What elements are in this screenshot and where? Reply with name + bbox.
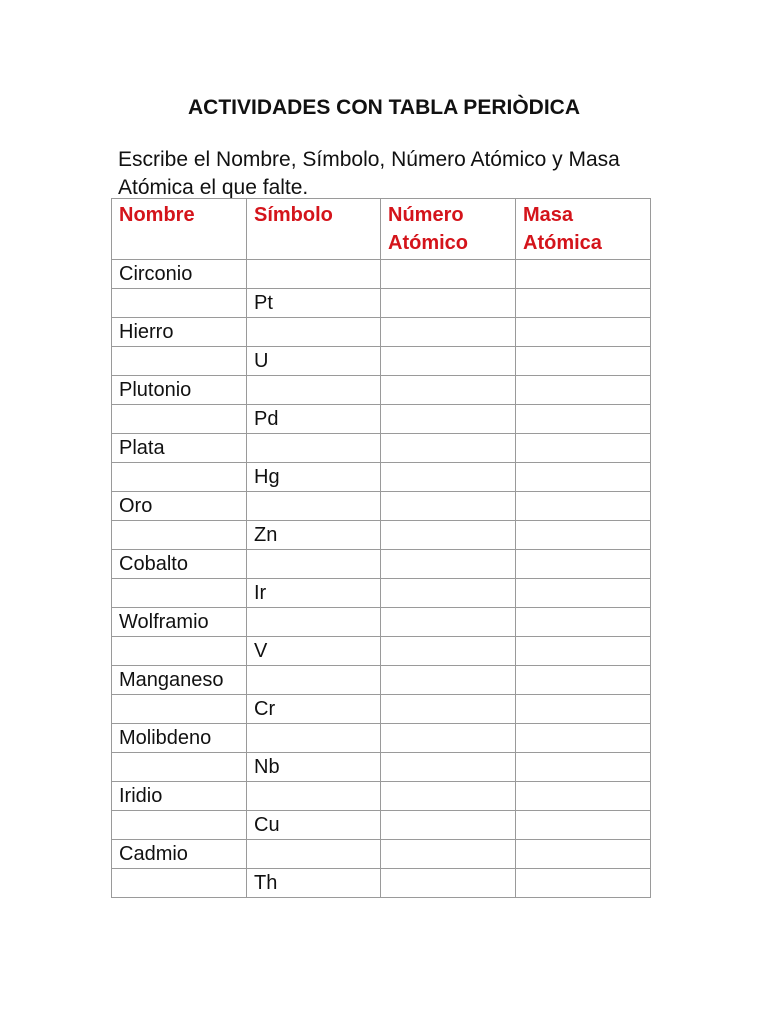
cell-nombre — [112, 811, 247, 840]
cell-masa-atomica — [516, 463, 651, 492]
cell-numero-atomico — [381, 608, 516, 637]
page-title: ACTIVIDADES CON TABLA PERIÒDICA — [187, 96, 580, 119]
cell-simbolo — [247, 666, 381, 695]
cell-simbolo — [247, 782, 381, 811]
table-row — [112, 347, 651, 376]
instructions-text: Escribe el Nombre, Símbolo, Número Atómico y Masa Atómica el que falte. — [118, 148, 620, 199]
cell-simbolo: U — [247, 347, 381, 376]
cell-numero-atomico — [381, 840, 516, 869]
cell-nombre: Plutonio — [112, 376, 247, 405]
table-row — [112, 434, 651, 463]
cell-numero-atomico — [381, 666, 516, 695]
cell-simbolo: Th — [247, 869, 381, 898]
cell-numero-atomico — [381, 550, 516, 579]
cell-nombre — [112, 869, 247, 898]
cell-masa-atomica — [516, 260, 651, 289]
cell-numero-atomico — [381, 347, 516, 376]
table-row — [112, 463, 651, 492]
cell-simbolo: Hg — [247, 463, 381, 492]
cell-simbolo: V — [247, 637, 381, 666]
cell-numero-atomico — [381, 811, 516, 840]
cell-simbolo — [247, 434, 381, 463]
cell-masa-atomica — [516, 289, 651, 318]
table-row — [112, 811, 651, 840]
cell-masa-atomica — [516, 434, 651, 463]
table-row — [112, 579, 651, 608]
cell-numero-atomico — [381, 260, 516, 289]
cell-nombre: Cadmio — [112, 840, 247, 869]
cell-nombre — [112, 637, 247, 666]
table-row — [112, 318, 651, 347]
cell-nombre — [112, 753, 247, 782]
table-header-row — [112, 199, 651, 260]
table-row — [112, 550, 651, 579]
cell-simbolo — [247, 260, 381, 289]
cell-nombre — [112, 521, 247, 550]
cell-simbolo — [247, 550, 381, 579]
header-numero-atomico: Número Atómico — [381, 199, 516, 260]
table-row — [112, 405, 651, 434]
cell-simbolo: Pd — [247, 405, 381, 434]
cell-masa-atomica — [516, 666, 651, 695]
table-row — [112, 608, 651, 637]
cell-masa-atomica — [516, 347, 651, 376]
cell-simbolo — [247, 840, 381, 869]
cell-masa-atomica — [516, 521, 651, 550]
cell-masa-atomica — [516, 695, 651, 724]
cell-simbolo — [247, 318, 381, 347]
cell-nombre: Cobalto — [112, 550, 247, 579]
cell-numero-atomico — [381, 695, 516, 724]
cell-masa-atomica — [516, 840, 651, 869]
cell-nombre: Oro — [112, 492, 247, 521]
cell-masa-atomica — [516, 811, 651, 840]
cell-masa-atomica — [516, 608, 651, 637]
cell-simbolo — [247, 492, 381, 521]
cell-masa-atomica — [516, 637, 651, 666]
cell-numero-atomico — [381, 405, 516, 434]
cell-masa-atomica — [516, 318, 651, 347]
table-row — [112, 260, 651, 289]
cell-numero-atomico — [381, 724, 516, 753]
cell-nombre — [112, 695, 247, 724]
cell-masa-atomica — [516, 869, 651, 898]
cell-nombre — [112, 289, 247, 318]
header-simbolo: Símbolo — [247, 199, 381, 260]
elements-table — [111, 198, 651, 898]
cell-masa-atomica — [516, 724, 651, 753]
table-row — [112, 695, 651, 724]
cell-nombre: Hierro — [112, 318, 247, 347]
table-row — [112, 869, 651, 898]
table-row — [112, 753, 651, 782]
cell-masa-atomica — [516, 492, 651, 521]
cell-nombre: Plata — [112, 434, 247, 463]
cell-numero-atomico — [381, 318, 516, 347]
cell-simbolo: Nb — [247, 753, 381, 782]
table-row — [112, 840, 651, 869]
cell-masa-atomica — [516, 579, 651, 608]
cell-numero-atomico — [381, 289, 516, 318]
table-row — [112, 724, 651, 753]
table-body — [112, 260, 651, 898]
cell-numero-atomico — [381, 434, 516, 463]
cell-simbolo — [247, 376, 381, 405]
table-row — [112, 521, 651, 550]
table-row — [112, 289, 651, 318]
cell-numero-atomico — [381, 753, 516, 782]
cell-nombre — [112, 579, 247, 608]
cell-nombre: Iridio — [112, 782, 247, 811]
cell-masa-atomica — [516, 753, 651, 782]
table-row — [112, 376, 651, 405]
cell-masa-atomica — [516, 550, 651, 579]
cell-nombre — [112, 405, 247, 434]
table-row — [112, 666, 651, 695]
cell-numero-atomico — [381, 637, 516, 666]
cell-simbolo — [247, 608, 381, 637]
cell-numero-atomico — [381, 492, 516, 521]
cell-numero-atomico — [381, 579, 516, 608]
cell-nombre: Manganeso — [112, 666, 247, 695]
cell-nombre — [112, 463, 247, 492]
cell-simbolo: Cu — [247, 811, 381, 840]
header-nombre: Nombre — [112, 199, 247, 260]
cell-masa-atomica — [516, 405, 651, 434]
cell-simbolo: Cr — [247, 695, 381, 724]
cell-simbolo — [247, 724, 381, 753]
cell-numero-atomico — [381, 521, 516, 550]
cell-masa-atomica — [516, 376, 651, 405]
cell-nombre: Wolframio — [112, 608, 247, 637]
cell-nombre: Circonio — [112, 260, 247, 289]
table-row — [112, 637, 651, 666]
cell-nombre: Molibdeno — [112, 724, 247, 753]
cell-numero-atomico — [381, 782, 516, 811]
cell-simbolo: Ir — [247, 579, 381, 608]
table-row — [112, 782, 651, 811]
cell-simbolo: Zn — [247, 521, 381, 550]
cell-simbolo: Pt — [247, 289, 381, 318]
header-masa-atomica: Masa Atómica — [516, 199, 651, 260]
table-row — [112, 492, 651, 521]
cell-masa-atomica — [516, 782, 651, 811]
cell-nombre — [112, 347, 247, 376]
cell-numero-atomico — [381, 869, 516, 898]
cell-numero-atomico — [381, 463, 516, 492]
cell-numero-atomico — [381, 376, 516, 405]
